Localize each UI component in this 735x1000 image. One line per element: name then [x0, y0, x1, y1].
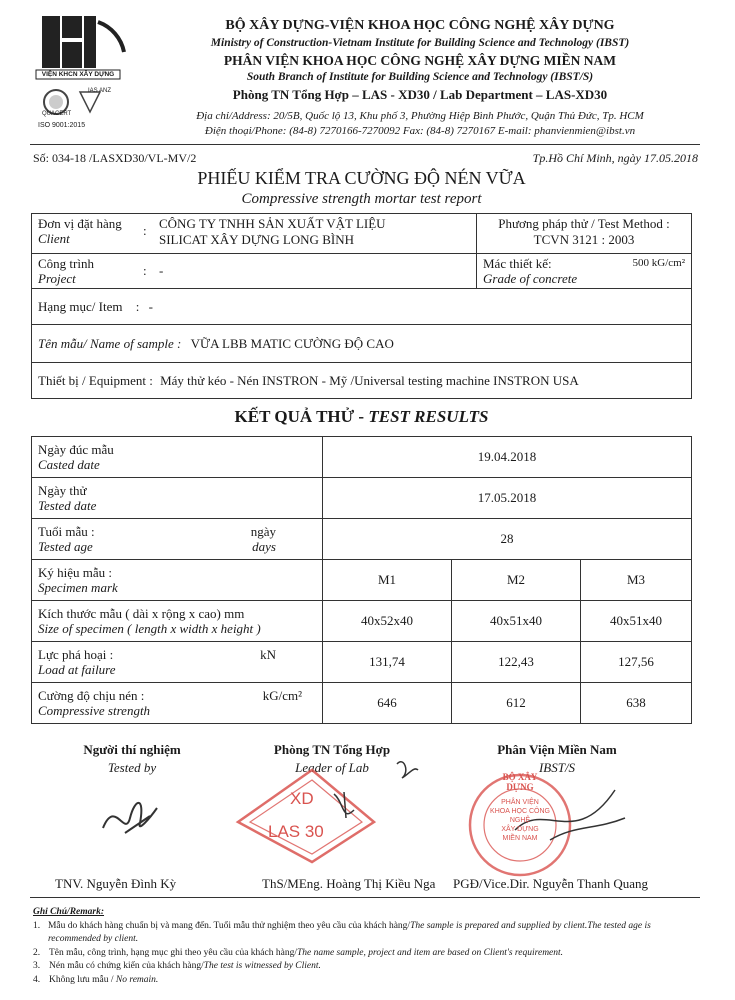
stamp-las-top: XD — [290, 789, 314, 808]
org-name-en: Ministry of Construction-Vietnam Institute for Building Science and Technology (IBST) — [210, 37, 630, 49]
size-label-vi: Kích thước mẫu ( dài x rộng x cao) mm — [38, 606, 245, 621]
load-m1: 131,74 — [323, 642, 452, 683]
equipment-value: Máy thử kéo - Nén INSTRON - Mỹ /Universal testing machine INSTRON USA — [160, 372, 579, 388]
las-stamp — [234, 752, 434, 864]
document-date: Tp.Hồ Chí Minh, ngày 17.05.2018 — [532, 151, 698, 165]
note-number: 2. — [33, 947, 41, 958]
grade-label-en: Grade of concrete — [483, 271, 578, 286]
strength-m1: 646 — [323, 683, 452, 724]
header-divider — [30, 144, 700, 145]
branch-name-vi: PHÂN VIỆN KHOA HỌC CÔNG NGHỆ XÂY DỰNG MIỀN NAM — [223, 53, 617, 68]
mark-m2: M2 — [452, 560, 581, 601]
notes-divider — [30, 897, 700, 898]
remarks-title: Ghi Chú/Remark: — [33, 907, 105, 917]
seal-line-4: MIỀN NAM — [502, 835, 538, 842]
size-m2: 40x51x40 — [452, 601, 581, 642]
load-label-vi: Lực phá hoại : — [38, 647, 114, 662]
mark-m1: M1 — [323, 560, 452, 601]
tester-subtitle: Tested by — [107, 760, 157, 775]
seal-line-1: PHÂN VIỆN — [501, 799, 539, 806]
strength-label-en: Compressive strength — [38, 703, 151, 718]
age-label-cell — [32, 519, 323, 560]
ibst-logo — [32, 12, 132, 132]
leader-title: Phòng TN Tổng Hợp — [273, 742, 391, 757]
seal-line-2: KHOA HỌC CÔNG NGHỆ — [490, 808, 550, 824]
strength-m2: 612 — [452, 683, 581, 724]
method-value: TCVN 3121 : 2003 — [533, 232, 635, 247]
note-number: 4. — [33, 974, 41, 985]
sample-value: VỮA LBB MATIC CƯỜNG ĐỘ CAO — [190, 335, 394, 351]
tester-title: Người thí nghiệm — [83, 742, 181, 757]
load-m3: 127,56 — [581, 642, 692, 683]
branch-title: Phân Viện Miền Nam — [497, 742, 617, 757]
load-m2: 122,43 — [452, 642, 581, 683]
load-label-en: Load at failure — [38, 662, 116, 677]
mark-m3: M3 — [581, 560, 692, 601]
project-value: - — [159, 263, 164, 278]
results-title-vi: KẾT QUẢ THỬ - — [234, 407, 369, 426]
note-text-vi: Không lưu mẫu / — [49, 974, 116, 985]
sample-name-cell — [32, 325, 692, 363]
client-label-vi: Đơn vị đặt hàng — [38, 216, 122, 231]
report-title-en: Compressive strength mortar test report — [241, 191, 482, 207]
tester-name: TNV. Nguyễn Đình Kỳ — [55, 876, 177, 891]
strength-label-cell — [32, 683, 323, 724]
results-title — [31, 407, 692, 427]
table-row — [32, 437, 692, 478]
grade-cell — [477, 254, 692, 289]
item-cell — [32, 289, 692, 325]
item-label: Hạng mục/ Item — [38, 298, 123, 314]
casted-label-cell — [32, 437, 323, 478]
branch-subtitle: IBST/S — [538, 760, 576, 775]
list-item — [33, 947, 698, 961]
note-text-en: The sample is prepared and supplied by client.The tested age is recommended by client. — [47, 920, 651, 944]
mark-label-en: Specimen mark — [38, 580, 118, 595]
results-title-en: TEST RESULTS — [368, 407, 489, 426]
age-label-vi: Tuổi mẫu : — [38, 524, 95, 539]
note-text-vi: Nén mẫu có chứng kiến của khách hàng/ — [49, 961, 204, 971]
note-text-vi: Tên mẫu, công trình, hạng mục ghi theo yêu cầu của khách hàng/ — [49, 947, 297, 958]
tester-signature — [95, 788, 165, 843]
list-item — [33, 974, 698, 988]
project-label-vi: Công trình — [38, 256, 94, 271]
quacert-label: QUACERT — [42, 111, 72, 117]
note-text-en: No remain. — [115, 974, 159, 985]
casted-label-en: Casted date — [38, 457, 100, 472]
equipment-label: Thiết bị / Equipment : — [38, 372, 153, 388]
grade-value: 500 kG/cm² — [632, 257, 685, 269]
leader-name: ThS/MEng. Hoàng Thị Kiều Nga — [262, 876, 436, 891]
project-cell — [32, 254, 477, 289]
size-m1: 40x52x40 — [323, 601, 452, 642]
tested-label-cell — [32, 478, 323, 519]
lab-name: Phòng TN Tổng Hợp – LAS - XD30 / Lab Department – LAS-XD30 — [232, 87, 608, 102]
casted-value: 19.04.2018 — [323, 437, 692, 478]
method-label: Phương pháp thử / Test Method : — [498, 216, 670, 231]
sample-label: Tên mẫu/ Name of sample : — [38, 335, 182, 351]
size-label-en: Size of specimen ( length x width x height ) — [38, 621, 261, 636]
age-value: 28 — [323, 519, 692, 560]
table-row — [32, 478, 692, 519]
strength-label-vi: Cường độ chịu nén : — [38, 688, 145, 703]
item-colon: : — [135, 298, 140, 314]
table-row — [32, 519, 692, 560]
note-number: 3. — [33, 961, 41, 971]
project-label-en: Project — [38, 271, 76, 286]
item-value: - — [148, 298, 153, 314]
table-row — [32, 683, 692, 724]
contact: Điện thoại/Phone: (84-8) 7270166-7270092 Fax: (84-8) 7270167 E-mail: phanvienmien@ibst.vn — [204, 125, 636, 137]
strength-m3: 638 — [581, 683, 692, 724]
note-text-en: The name sample, project and item are based on Client's requirement. — [296, 947, 564, 958]
stamp-las-bottom: LAS 30 — [268, 822, 324, 841]
load-label-cell — [32, 642, 323, 683]
list-item — [33, 960, 698, 974]
client-colon: : — [143, 223, 147, 238]
table-row — [32, 560, 692, 601]
list-item — [33, 920, 698, 947]
table-row — [32, 601, 692, 642]
branch-name-en: South Branch of Institute for Building Science and Technology (IBST/S) — [246, 71, 594, 83]
size-m3: 40x51x40 — [581, 601, 692, 642]
results-table — [31, 436, 692, 724]
leader-subtitle: Leader of Lab — [295, 760, 369, 775]
address: Địa chỉ/Address: 20/5B, Quốc lộ 13, Khu phố 3, Phường Hiệp Bình Phước, Quận Thủ Đức, Tp. HCM — [196, 110, 644, 122]
iso-label: ISO 9001:2015 — [38, 122, 86, 129]
branch-name: PGĐ/Vice.Dir. Nguyễn Thanh Quang — [453, 876, 649, 891]
remarks — [33, 906, 698, 987]
mark-label-cell — [32, 560, 323, 601]
client-value-line2: SILICAT XÂY DỰNG LONG BÌNH — [159, 232, 354, 247]
note-number: 1. — [33, 920, 41, 931]
note-text-vi: Mẫu do khách hàng chuẩn bị và mang đến. Tuổi mẫu thử nghiệm theo yêu cầu của khách hàng/ — [47, 920, 411, 931]
project-colon: : — [143, 263, 147, 278]
client-value-line1: CÔNG TY TNHH SẢN XUẤT VẬT LIỆU — [159, 216, 386, 231]
equipment-cell — [32, 363, 692, 399]
client-cell — [32, 214, 477, 254]
mark-label-vi: Ký hiệu mẫu : — [38, 565, 113, 580]
table-row — [32, 642, 692, 683]
method-cell — [477, 214, 692, 254]
load-unit: kN — [260, 647, 276, 662]
sample-info-table — [31, 213, 692, 399]
client-label-en: Client — [38, 231, 70, 246]
report-title-vi: PHIẾU KIỂM TRA CƯỜNG ĐỘ NÉN VỮA — [197, 168, 526, 188]
tested-label-en: Tested date — [38, 498, 97, 513]
age-unit-vi: ngày — [250, 524, 276, 539]
org-name-vi: BỘ XÂY DỰNG-VIỆN KHOA HỌC CÔNG NGHỆ XÂY DỰNG — [225, 18, 615, 33]
age-label-en: Tested age — [38, 539, 93, 554]
document-number: Số: 034-18 /LASXD30/VL-MV/2 — [33, 151, 197, 165]
tested-label-vi: Ngày thử — [38, 483, 87, 498]
seal-ring-text: BỘ XÂY DỰNG — [502, 772, 538, 792]
seal-line-3: XÂY DỰNG — [501, 826, 539, 833]
iasanz-label: IAS ANZ — [88, 88, 112, 94]
age-unit-en: days — [252, 539, 276, 554]
size-label-cell — [32, 601, 323, 642]
seal-center-text — [485, 798, 555, 843]
logo-caption: VIỆN KHCN XÂY DỰNG — [41, 71, 115, 78]
note-text-en: The test is witnessed by Client. — [203, 961, 321, 971]
tested-value: 17.05.2018 — [323, 478, 692, 519]
strength-unit: kG/cm² — [262, 688, 302, 703]
casted-label-vi: Ngày đúc mẫu — [38, 442, 114, 457]
grade-label-vi: Mác thiết kế: — [483, 256, 552, 271]
